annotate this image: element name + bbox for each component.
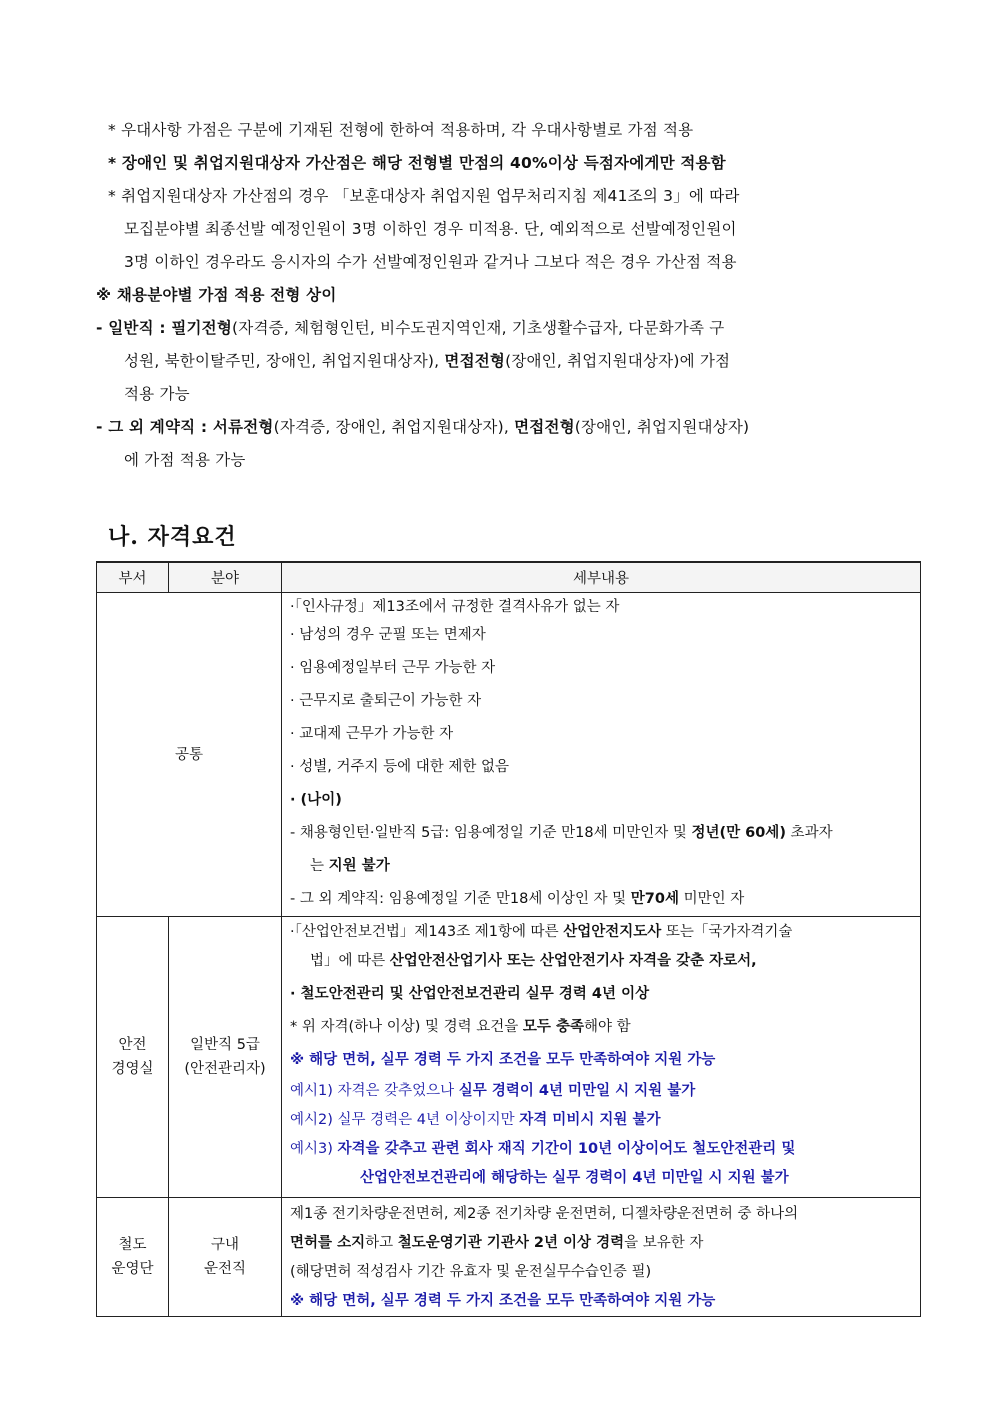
table-header-row: [97, 562, 921, 593]
note-contract-line-1: [96, 411, 926, 444]
note-general-rest: (자격증, 체험형인턴, 비수도권지역인재, 기초생활수급자, 다문화가족 구: [232, 319, 725, 337]
note-contract-prefix: - 그 외 계약직 : 서류전형: [96, 418, 274, 436]
common-age-title: · (나이): [290, 792, 342, 808]
common-item-6: · 성별, 거주지 등에 대한 제한 없음: [290, 759, 509, 775]
rail-l2-career: 철도운영기관 기관사 2년 이상 경력: [397, 1235, 625, 1251]
safety-field-line-2: (안전관리자): [184, 1061, 266, 1077]
safety-l2-qualification: 산업안전산업기사 또는 산업안전기사 자격을 갖춘 자로서,: [389, 953, 757, 969]
note-general-line-3: 적용 가능: [124, 385, 190, 403]
safety-notice: ※ 해당 면허, 실무 경력 두 가지 조건을 모두 만족하여야 지원 가능: [290, 1052, 716, 1068]
note-disability-bonus: * 장애인 및 취업지원대상자 가산점은 해당 전형별 만점의 40%이상 득점자에게만 적용함: [108, 154, 726, 172]
rail-dept: [97, 1198, 169, 1317]
rail-detail: [282, 1198, 921, 1317]
note-contract-3: (장애인, 취업지원대상자): [574, 418, 750, 436]
age1-retirement: 정년(만 60세): [691, 825, 786, 841]
safety-example-3-cont: 산업안전보건관리에 해당하는 실무 경력이 4년 미만일 시 지원 불가: [360, 1170, 789, 1186]
ex2-text: 예시2) 실무 경력은 4년 이상이지만: [290, 1112, 520, 1128]
note-general-line-1: [96, 312, 926, 345]
header-field: 분야: [169, 562, 282, 593]
rail-l2-license: 면허를 소지: [290, 1235, 366, 1251]
common-age-rule-1: [290, 817, 912, 850]
ex3-text: 예시3): [290, 1141, 338, 1157]
note-general-prefix: - 일반직 : 필기전형: [96, 319, 233, 337]
safety-l4-tail: 해야 함: [584, 1019, 631, 1035]
age2-text: - 그 외 계약직: 임용예정일 기준 만18세 이상인 자 및: [290, 891, 631, 907]
table-row-safety: [97, 917, 921, 1198]
safety-example-2: [290, 1106, 912, 1135]
note-employment-support-3: 3명 이하인 경우라도 응시자의 수가 선발예정인원과 같거나 그보다 적은 경우 가산점 적용: [124, 253, 737, 271]
safety-dept-line-2: 경영실: [111, 1061, 154, 1077]
common-item-5: · 교대제 근무가 가능한 자: [290, 726, 454, 742]
note-employment-support-2: 모집분야별 최종선발 예정인원이 3명 이하인 경우 미적용. 단, 예외적으로 선발예정인원이: [124, 220, 737, 238]
note-general-2a: 성원, 북한이탈주민, 장애인, 취업지원대상자),: [124, 352, 445, 370]
ex1-bold: 실무 경력이 4년 미만일 시 지원 불가: [458, 1083, 696, 1099]
table-row-rail: [97, 1198, 921, 1317]
safety-field-line-1: 일반직 5급: [190, 1037, 260, 1053]
age1-cont-text: 는: [310, 858, 329, 874]
ex1-text: 예시1) 자격은 갖추었으나: [290, 1083, 459, 1099]
safety-field: [169, 917, 282, 1198]
note-general-2c: (장애인, 취업지원대상자)에 가점: [505, 352, 731, 370]
rail-line-3: (해당면허 적성검사 기간 유효자 및 운전실무수습인증 필): [290, 1264, 652, 1280]
safety-line-1: [290, 919, 912, 945]
safety-example-1: [290, 1077, 912, 1106]
age1-tail: 초과자: [785, 825, 833, 841]
safety-line-3: · 철도안전관리 및 산업안전보건관리 실무 경력 4년 이상: [290, 986, 650, 1002]
common-label: 공통: [97, 593, 282, 917]
header-detail: 세부내용: [282, 562, 921, 593]
rail-dept-line-2: 운영단: [111, 1261, 154, 1277]
rail-dept-line-1: 철도: [118, 1237, 147, 1253]
requirements-table: [96, 561, 921, 1317]
age1-not-eligible: 지원 불가: [328, 858, 390, 874]
common-item-4: · 근무지로 출퇴근이 가능한 자: [290, 693, 482, 709]
common-item-1: ·「인사규정」제13조에서 규정한 결격사유가 없는 자: [290, 599, 620, 615]
note-contract-line-2: 에 가점 적용 가능: [124, 451, 246, 469]
rail-field-line-1: 구내: [210, 1237, 239, 1253]
ex2-bold: 자격 미비시 지원 불가: [519, 1112, 661, 1128]
safety-dept: [97, 917, 169, 1198]
table-row-common: [97, 593, 921, 917]
note-general-line-2: [96, 345, 926, 378]
age2-tail: 미만인 자: [679, 891, 745, 907]
age2-limit: 만70세: [630, 891, 679, 907]
safety-detail: [282, 917, 921, 1198]
note-contract-1: (자격증, 장애인, 취업지원대상자),: [273, 418, 515, 436]
rail-field-line-2: 운전직: [203, 1261, 247, 1277]
notes-block: [96, 114, 926, 477]
section-title: 나. 자격요건: [108, 524, 237, 550]
age1-text: - 채용형인턴·일반직 5급: 임용예정일 기준 만18세 미만인자 및: [290, 825, 692, 841]
note-contract-interview: 면접전형: [514, 418, 575, 436]
rail-l2-and: 하고: [365, 1235, 398, 1251]
rail-line-1: 제1종 전기차량운전면허, 제2종 전기차량 운전면허, 디젤차량운전면허 중 하나의: [290, 1206, 799, 1222]
rail-notice: ※ 해당 면허, 실무 경력 두 가지 조건을 모두 만족하여야 지원 가능: [290, 1293, 716, 1309]
header-dept: 부서: [97, 562, 169, 593]
safety-l4-all: 모두 충족: [522, 1019, 584, 1035]
rail-l2-tail: 을 보유한 자: [624, 1235, 704, 1251]
common-item-3: · 임용예정일부터 근무 가능한 자: [290, 660, 496, 676]
note-general-interview: 면접전형: [444, 352, 506, 370]
safety-line-4: [290, 1011, 912, 1044]
common-age-rule-1-cont: [290, 850, 912, 883]
safety-line-2: [290, 945, 912, 978]
safety-l1-tail: 또는「국가자격기술: [661, 924, 793, 940]
common-age-rule-2: [290, 883, 912, 916]
safety-l4-text: * 위 자격(하나 이상) 및 경력 요건을: [290, 1019, 523, 1035]
rail-field: [169, 1198, 282, 1317]
rail-line-2: [290, 1229, 912, 1258]
note-preference-points: * 우대사항 가점은 구분에 기재된 전형에 한하여 적용하며, 각 우대사항별로 가점 적용: [108, 121, 694, 139]
ex3-bold: 자격을 갖추고 관련 회사 재직 기간이 10년 이상이어도 철도안전관리 및: [337, 1141, 796, 1157]
safety-example-3: [290, 1135, 912, 1164]
safety-dept-line-1: 안전: [118, 1037, 147, 1053]
safety-l1-text: ·「산업안전보건법」제143조 제1항에 따른: [290, 924, 564, 940]
note-employment-support-1: * 취업지원대상자 가산점의 경우 「보훈대상자 취업지원 업무처리지침 제41조의 3」에 따라: [108, 187, 740, 205]
safety-l1-instructor: 산업안전지도사: [563, 924, 662, 940]
safety-l2-text: 법」에 따른: [310, 953, 390, 969]
common-detail: [282, 593, 921, 917]
common-item-2: · 남성의 경우 군필 또는 면제자: [290, 627, 486, 643]
note-by-field-heading: ※ 채용분야별 가점 적용 전형 상이: [96, 286, 337, 304]
